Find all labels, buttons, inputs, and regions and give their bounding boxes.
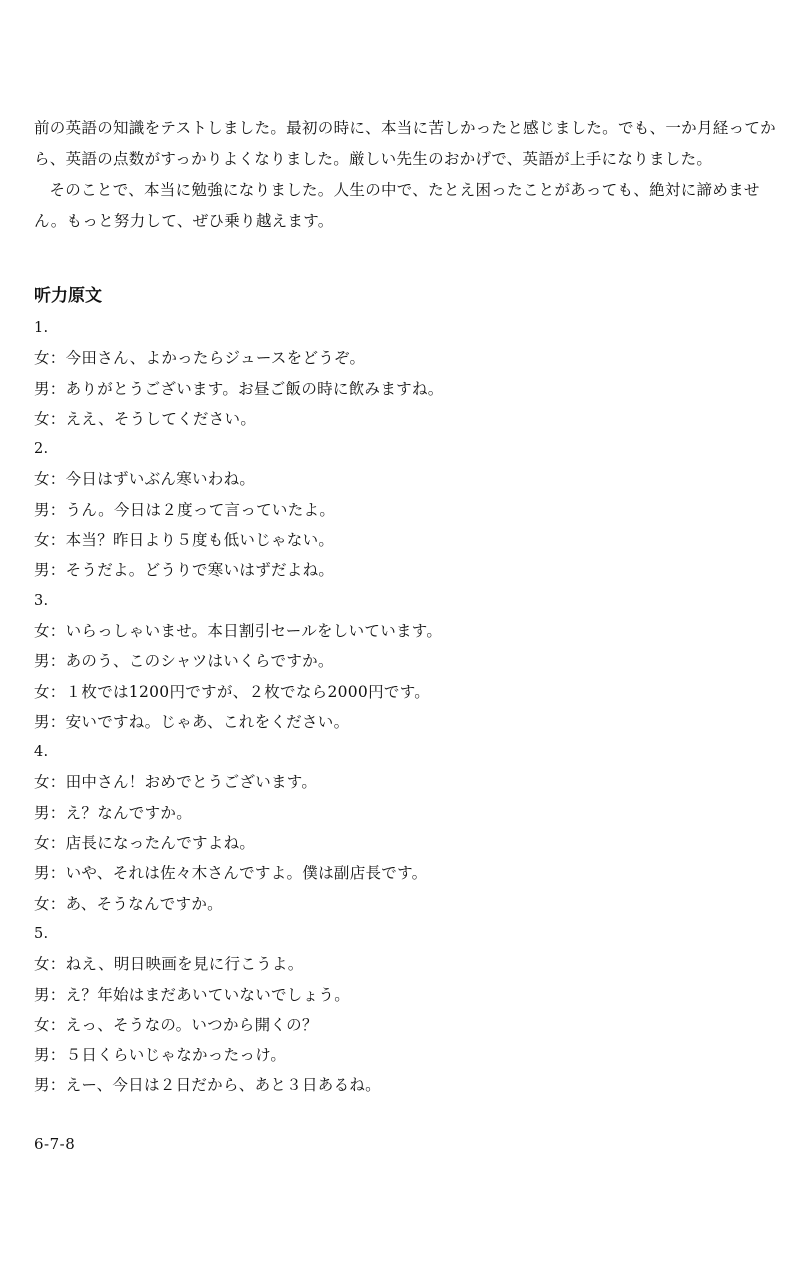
dialogue-line: 女：店長になったんですよね。	[34, 834, 256, 853]
section-title: 听力原文	[34, 286, 102, 306]
dialogue-line: 男：いや、それは佐々木さんですよ。僕は副店長です。	[34, 864, 428, 883]
dialogue-line: 女：今田さん、よかったらジュースをどうぞ。	[34, 349, 366, 368]
dialogue-number: 4.	[34, 744, 49, 761]
dialogue-line: 女：ええ、そうしてください。	[34, 409, 257, 428]
dialogue-line: 女：いらっしゃいませ。本日割引セールをしいています。	[34, 621, 443, 640]
transcript	[34, 313, 779, 1101]
dialogue-number: 2.	[34, 441, 49, 458]
page-code: 6-7-8	[34, 1135, 76, 1153]
intro-paragraph-1: 前の英語の知識をテストしました。最初の時に、本当に苦しかったと感じました。でも、一か月経ってから、英語の点数がすっかりよくなりました。厳しい先生のおかげで、英語が上手になりました。	[34, 119, 776, 168]
dialogue-number: 5.	[34, 925, 49, 942]
dialogue-line: 男：うん。今日は２度って言っていたよ。	[34, 500, 336, 519]
dialogue-line: 男：え？年始はまだあいていないでしょう。	[34, 985, 351, 1004]
dialogue-line: 女：ねえ、明日映画を見に行こうよ。	[34, 955, 304, 974]
dialogue-line: 女：えっ、そうなの。いつから開くの？	[34, 1015, 318, 1034]
dialogue-line: 女：１枚では1200円ですが、２枚でなら2000円です。	[34, 682, 431, 701]
dialogue-line: 男：安いですね。じゃあ、これをください。	[34, 712, 350, 731]
dialogue-line: 女：田中さん！おめでとうございます。	[34, 773, 318, 792]
dialogue-line: 男：え？なんですか。	[34, 803, 193, 822]
dialogue-line: 男：そうだよ。どうりで寒いはずだよね。	[34, 561, 335, 580]
dialogue-number: 3.	[34, 592, 49, 609]
dialogue-line: 男：あのう、このシャツはいくらですか。	[34, 652, 334, 671]
dialogue-line: 男：５日くらいじゃなかったっけ。	[34, 1046, 287, 1065]
dialogue-line: 男：えー、今日は２日だから、あと３日あるね。	[34, 1076, 381, 1095]
dialogue-line: 女：今日はずいぶん寒いわね。	[34, 470, 256, 489]
dialogue-number: 1.	[34, 320, 49, 336]
intro-paragraph-2: そのことで、本当に勉強になりました。人生の中で、たとえ困ったことがあっても、絶対に諦めません。もっと努力して、ぜひ乗り越えます。	[34, 181, 760, 230]
dialogue-line: 女：本当？昨日より５度も低いじゃない。	[34, 531, 335, 550]
intro-text	[34, 113, 779, 237]
dialogue-line: 男：ありがとうございます。お昼ご飯の時に飲みますね。	[34, 379, 444, 398]
dialogue-line: 女：あ、そうなんですか。	[34, 894, 223, 913]
